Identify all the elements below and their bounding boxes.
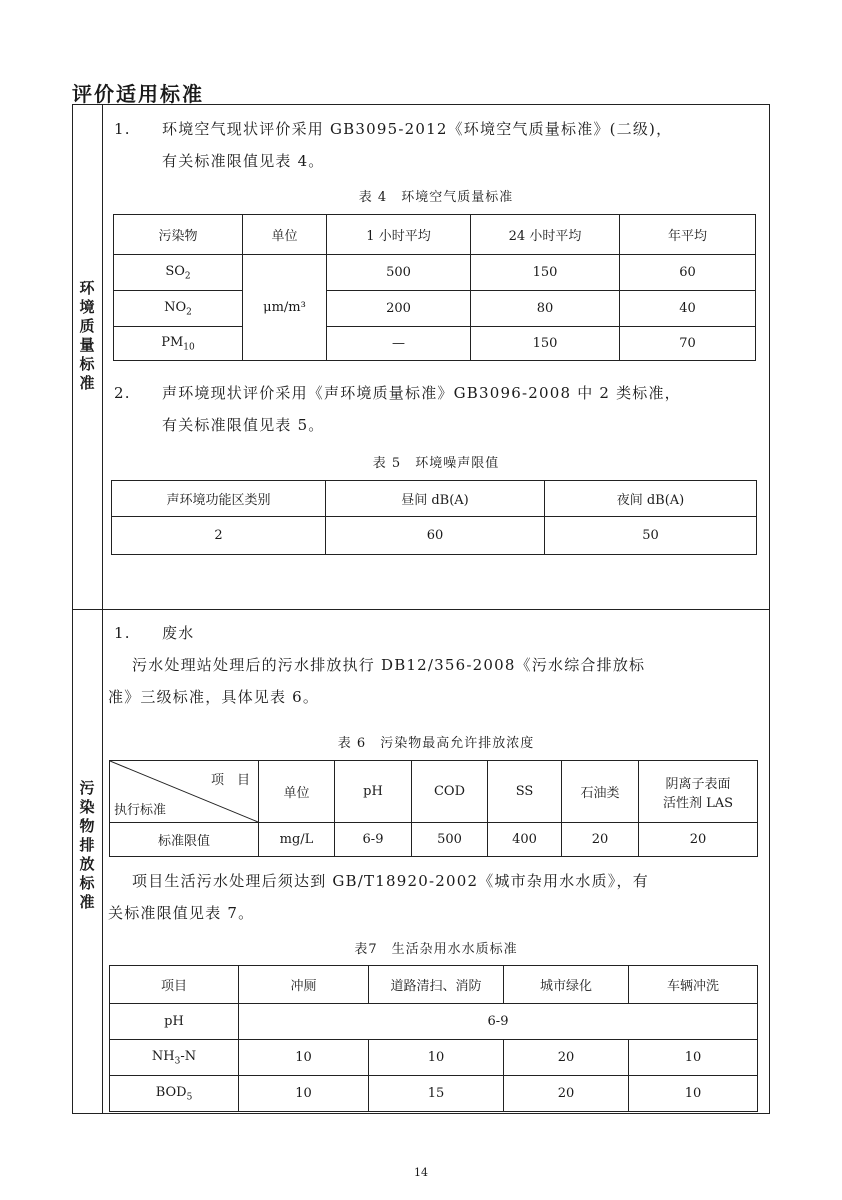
table-cell: 10 <box>369 1040 504 1076</box>
unit-cell: μm/m³ <box>243 255 327 361</box>
table-cell: 150 <box>471 327 620 361</box>
pollutant-cell: $PM_{10}$ <box>114 327 243 361</box>
table-cell: 2 <box>112 517 326 555</box>
table-cell: 400 <box>488 823 562 857</box>
table-cell: 10 <box>239 1076 369 1112</box>
paragraph-text: 环境空气现状评价采用 GB3095-2012《环境空气质量标准》(二级)， <box>162 120 673 138</box>
paragraph-heading: 废水 <box>162 624 195 642</box>
table-caption: 表 5 环境噪声限值 <box>372 456 500 471</box>
table-cell: 60 <box>326 517 545 555</box>
table-caption: 表 6 污染物最高允许排放浓度 <box>337 736 535 751</box>
table-cell: 6-9 <box>239 1004 758 1040</box>
noise-limit-table <box>111 480 757 555</box>
table-header-cell: pH <box>335 761 412 823</box>
table-header-cell: 项目 <box>110 966 239 1004</box>
label-column-divider <box>102 104 103 1114</box>
table-cell: 20 <box>639 823 758 857</box>
paragraph-number: 1. <box>114 624 131 642</box>
paragraph-number: 1. <box>114 120 131 138</box>
table-header-cell: 城市绿化 <box>504 966 629 1004</box>
paragraph-text: 准》三级标准，具体见表 6。 <box>108 688 320 706</box>
table-header-cell: 年平均 <box>620 215 756 255</box>
table-cell: 500 <box>327 255 471 291</box>
table-cell: 6-9 <box>335 823 412 857</box>
table-header-cell: 单位 <box>259 761 335 823</box>
table-caption: 表 4 环境空气质量标准 <box>358 190 514 205</box>
table-header-cell: 冲厕 <box>239 966 369 1004</box>
paragraph-text: 声环境现状评价采用《声环境质量标准》GB3096-2008 中 2 类标准， <box>162 384 681 402</box>
paragraph-text: 有关标准限值见表 4。 <box>162 152 325 170</box>
table-cell: 70 <box>620 327 756 361</box>
table-header-cell: SS <box>488 761 562 823</box>
table-caption: 表7 生活杂用水水质标准 <box>354 942 518 957</box>
table-cell: 50 <box>545 517 757 555</box>
table-cell: 20 <box>504 1076 629 1112</box>
air-quality-table <box>113 214 756 361</box>
table-cell: 40 <box>620 291 756 327</box>
table-cell: 80 <box>471 291 620 327</box>
table-header-cell: 昼间 dB(A) <box>326 481 545 517</box>
reclaimed-water-table <box>109 965 758 1112</box>
diagonal-top-label: 项 目 <box>210 773 250 788</box>
table-cell: 10 <box>629 1076 758 1112</box>
table-header-cell: COD <box>412 761 488 823</box>
table-header-cell: 夜间 dB(A) <box>545 481 757 517</box>
table-cell: mg/L <box>259 823 335 857</box>
table-cell: 20 <box>504 1040 629 1076</box>
row-label: $BOD_5$ <box>110 1076 239 1112</box>
section-divider <box>72 609 770 610</box>
table-cell: 10 <box>239 1040 369 1076</box>
table-cell: 150 <box>471 255 620 291</box>
table-cell: — <box>327 327 471 361</box>
section-title: 评价适用标准 <box>72 82 204 106</box>
side-label-emission: 污染物排放标准 <box>77 780 96 913</box>
table-header-cell: 车辆冲洗 <box>629 966 758 1004</box>
table-cell: 200 <box>327 291 471 327</box>
table-header-cell: 1 小时平均 <box>327 215 471 255</box>
table-header-cell: 24 小时平均 <box>471 215 620 255</box>
row-label: pH <box>110 1004 239 1040</box>
diagonal-header-cell <box>110 761 259 823</box>
discharge-limit-table <box>109 760 758 857</box>
table-header-cell <box>639 761 758 823</box>
header-line: 阴离子表面 <box>665 776 731 792</box>
table-cell: 20 <box>562 823 639 857</box>
row-label: 标准限值 <box>110 823 259 857</box>
table-header-cell: 声环境功能区类别 <box>112 481 326 517</box>
pollutant-cell: $SO_2$ <box>114 255 243 291</box>
paragraph-text: 项目生活污水处理后须达到 GB/T18920-2002《城市杂用水水质》，有 <box>132 872 649 890</box>
table-header-cell: 道路清扫、消防 <box>369 966 504 1004</box>
table-cell: 15 <box>369 1076 504 1112</box>
table-cell: 500 <box>412 823 488 857</box>
side-label-env-quality: 环境质量标准 <box>77 280 96 394</box>
paragraph-text: 关标准限值见表 7。 <box>108 904 255 922</box>
pollutant-cell: $NO_2$ <box>114 291 243 327</box>
paragraph-text: 有关标准限值见表 5。 <box>162 416 325 434</box>
table-header-cell: 污染物 <box>114 215 243 255</box>
page-number: 14 <box>414 1166 428 1179</box>
table-cell: 10 <box>629 1040 758 1076</box>
table-header-cell: 石油类 <box>562 761 639 823</box>
paragraph-number: 2. <box>114 384 131 402</box>
header-line: 活性剂 LAS <box>662 795 734 811</box>
table-cell: 60 <box>620 255 756 291</box>
paragraph-text: 污水处理站处理后的污水排放执行 DB12/356-2008《污水综合排放标 <box>132 656 646 674</box>
row-label: $NH_3-N$ <box>110 1040 239 1076</box>
diagonal-bottom-label: 执行标准 <box>114 803 167 818</box>
table-header-cell: 单位 <box>243 215 327 255</box>
